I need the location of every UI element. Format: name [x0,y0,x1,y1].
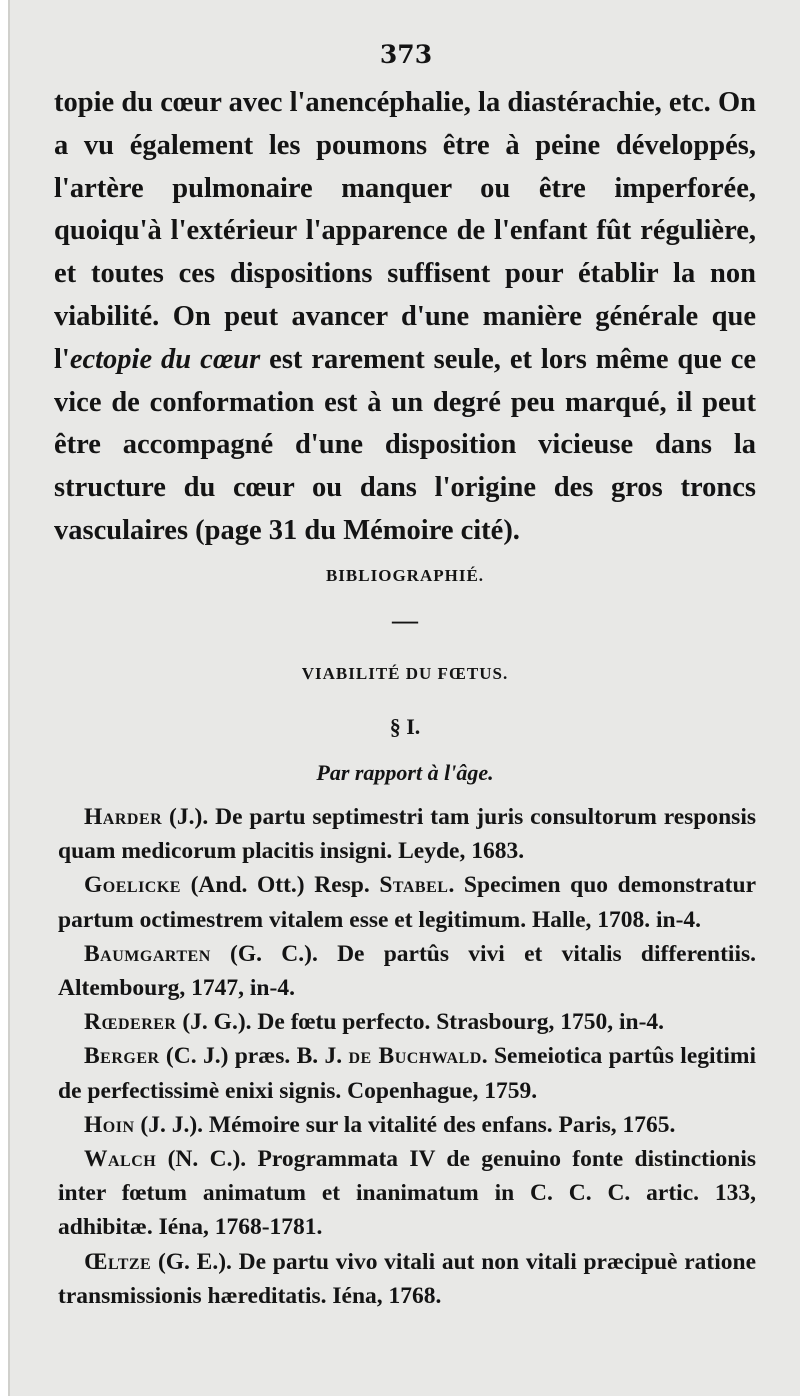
paragraph-text [54,82,756,553]
entry-author: Berger [84,1043,160,1070]
entry-author-secondary: de Buchwald [348,1043,482,1070]
entry-text: (G. E.). De partu vivo vitali aut non vitali præcipuè ratione transmissionis hæreditatis. Iéna, 1768. [58,1248,756,1309]
book-page [8,0,800,1396]
section-number: § I. [389,714,421,739]
entry-text: (And. Ott.) Resp. [180,872,380,899]
entry-text: (N. C.). Programmata IV de genuino fonte distinctionis inter fœtum animatum et inanimatum in C. C. C. artic. 133, adhibitæ. Iéna, 1768-1781. [58,1146,756,1241]
entry-author: Goelicke [84,872,181,899]
entry-author: Hoin [84,1111,135,1138]
bibliography-entry [58,1039,756,1107]
paragraph-part-2: est rarement seule, et lors même que ce vice de conformation est à un degré peu marqué, il peut être accompagné d'une disposition vicieuse dans la structure du cœur ou dans l'origine des gros troncs vasculaires (page 31 du Mémoire cité). [54,343,756,546]
entry-text-continued: . Semeiotica partûs legitimi de perfectissimè enixi signis. Copenhague, 1759. [58,1043,756,1104]
entry-text: (G. C.). De partûs vivi et vitalis differentiis. Altembourg, 1747, in-4. [58,940,756,1002]
paragraph-part-1: topie du cœur avec l'anencéphalie, la diastérachie, etc. On a vu également les poumons être à peine développés, l'artère pulmonaire manquer ou être imperforée, quoiqu'à l'extérieur l'apparence de l'enfant fût régulière, et toutes ces dispositions suffisent pour établir la non viabilité. On peut avancer d'une manière générale que l' [54,87,756,375]
entry-author: Baumgarten [84,940,211,967]
entry-author-secondary: Stabel [379,872,449,899]
main-paragraph [54,82,756,553]
entry-text: (J. J.). Mémoire sur la vitalité des enfans. Paris, 1765. [134,1111,676,1138]
section-subheading: Par rapport à l'âge. [316,760,494,785]
entry-author: Rœderer [84,1009,177,1036]
bibliography-entry [58,1245,756,1313]
bibliography-list [58,800,756,1313]
page-number: 373 [379,40,433,69]
entry-text: (J. G.). De fœtu perfecto. Strasbourg, 1750, in-4. [176,1009,665,1036]
paragraph-italic: ectopie du cœur [69,343,261,375]
section-separator: — [392,606,418,635]
bibliography-entry [58,937,756,1005]
entry-text: (C. J.) præs. B. J. [159,1043,349,1070]
entry-text-continued: . Specimen quo demonstratur partum octimestrem vitalem esse et legitimum. Halle, 1708. in-4. [58,872,757,933]
viability-heading: VIABILITÉ DU FŒTUS. [301,664,509,683]
entry-author: Harder [84,804,163,830]
bibliography-entry [58,800,756,868]
entry-author: Walch [84,1146,157,1173]
bibliography-entry [58,1108,756,1142]
bibliography-entry [58,868,756,936]
entry-text: (J.). De partu septimestri tam juris consultorum responsis quam medicorum placitis insigni. Leyde, 1683. [58,804,756,865]
entry-author: Œltze [84,1248,152,1275]
bibliography-entry [58,1142,756,1245]
bibliography-heading: BIBLIOGRAPHIÉ. [325,566,485,585]
bibliography-entry [58,1005,756,1039]
